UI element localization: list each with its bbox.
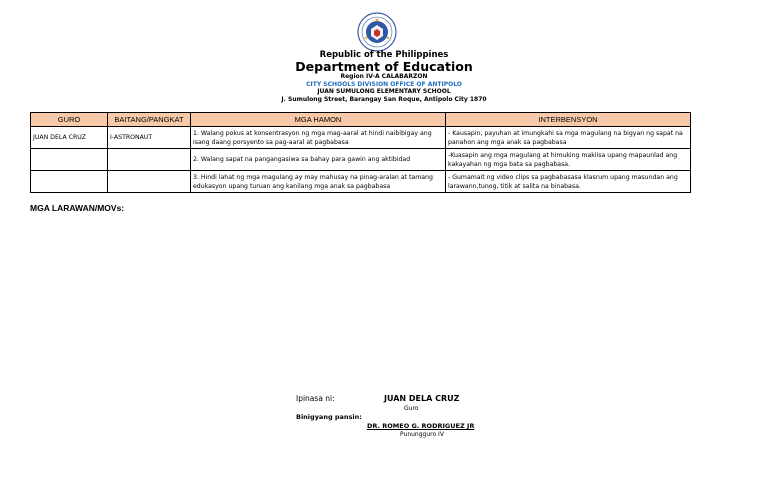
cell-hamon: 3. Hindi lahat ng mga magulang ay may mahusay na pinag-aralan at tamang edukasyon upang turuan ang kanilang mga anak sa pagbabasa	[191, 171, 446, 193]
cell-hamon: 2. Walang sapat na pangangasiwa sa bahay para gawin ang aktibidad	[191, 149, 446, 171]
cell-baitang	[108, 171, 191, 193]
cell-guro: JUAN DELA CRUZ	[31, 127, 108, 149]
column-header-hamon: MGA HAMON	[191, 113, 446, 127]
cell-guro	[31, 171, 108, 193]
noted-by-role: Punungguro IV	[400, 431, 444, 438]
movs-label: MGA LARAWAN/MOVs:	[30, 203, 125, 213]
cell-interbensyon: -Kuasapin ang mga magulang at himuking makiisa upang mapaunlad ang kakayahan ng mga bata sa pagbabasa.	[446, 149, 691, 171]
prepared-by-label: Ipinasa ni:	[296, 394, 335, 403]
division-line: CITY SCHOOLS DIVISION OFFICE OF ANTIPOLO	[306, 81, 462, 88]
column-header-interbensyon: INTERBENSYON	[446, 113, 691, 127]
challenges-table	[30, 112, 691, 193]
table-header-row	[31, 113, 691, 127]
region-line: Region IV-A CALABARZON	[340, 73, 428, 80]
noted-by-name: DR. ROMEO G. RODRIGUEZ JR	[367, 422, 475, 430]
department-title: Department of Education	[295, 59, 473, 74]
school-address: J. Sumulong Street, Barangay San Roque, Antipolo City 1870	[281, 96, 487, 103]
cell-baitang	[108, 149, 191, 171]
table-row	[31, 127, 691, 149]
cell-baitang: I-ASTRONAUT	[108, 127, 191, 149]
prepared-by-role: Guro	[404, 405, 419, 412]
table-row	[31, 171, 691, 193]
table-row	[31, 149, 691, 171]
deped-seal-logo	[357, 12, 397, 52]
prepared-by-name: JUAN DELA CRUZ	[384, 394, 460, 403]
cell-interbensyon: - Gumamait ng video clips sa pagbabasasa klasrum upang masundan ang larawann,tunog, titik at salita na binabasa.	[446, 171, 691, 193]
cell-interbensyon: - Kausapin, payuhan at imungkahi sa mga magulang na bigyan ng sapat na panahon ang mga anak sa pagbabasa	[446, 127, 691, 149]
cell-guro	[31, 149, 108, 171]
column-header-guro: GURO	[31, 113, 108, 127]
noted-by-label: Binigyang pansin:	[296, 413, 362, 421]
cell-hamon: 1. Walang pokus at konsentrasyon ng mga mag-aaral at hindi naibibigay ang isang daang porsyento sa pag-aaral at pagbabasa	[191, 127, 446, 149]
column-header-baitang: BAITANG/PANGKAT	[108, 113, 191, 127]
school-name: JUAN SUMULONG ELEMENTARY SCHOOL	[317, 88, 451, 95]
republic-line: Republic of the Philippines	[319, 50, 449, 60]
